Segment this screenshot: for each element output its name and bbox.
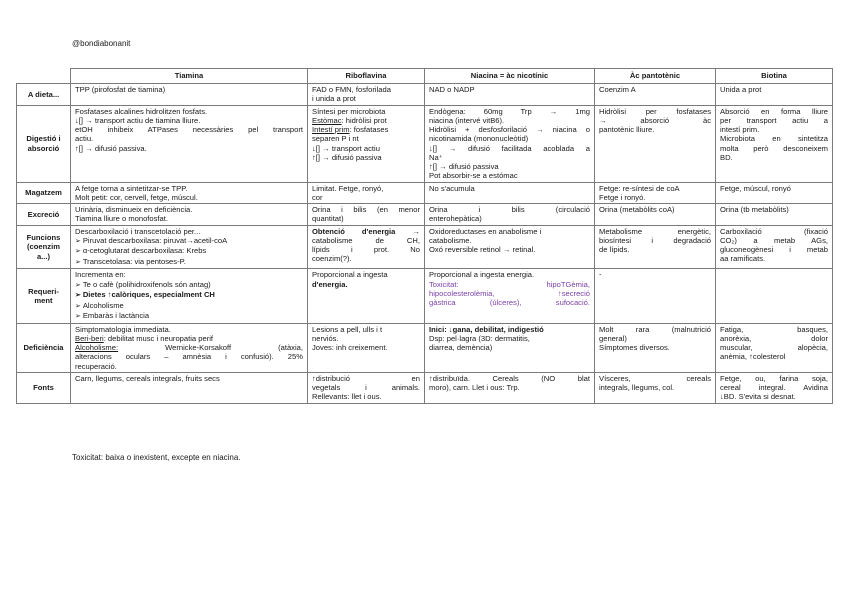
author-handle: @bondiabonanit xyxy=(72,39,131,48)
cell-deficiencia-niacina: Inici: ↓gana, debilitat, indigestió Dsp: pel·lagra (3D: dermatitis, diarrea, demència) xyxy=(425,323,595,372)
row-digestio xyxy=(17,105,833,182)
row-label-fonts: Fonts xyxy=(17,372,71,403)
cell-funcions-niacina: Oxidoreductases en anabolisme i catabolisme. Oxó reversible retinol → retinal. xyxy=(425,225,595,269)
cell-deficiencia-pantotenic: Molt rara (malnutrició general) Símptomes diversos. xyxy=(595,323,716,372)
row-fonts xyxy=(17,372,833,403)
cell-digestio-niacina: Endògena: 60mg Trp → 1mg niacina (intervé vitB6). Hidròlisi + desfosforilació → niacina o nicotinamida (mononucleòtid) ↓[] → difusió facilitada acoblada a Na⁺ ↑[] → difusió passiva Pot absorbir-se a estómac xyxy=(425,105,595,182)
cell-digestio-biotina: Absorció en forma lliure per transport actiu a intestí prim. Microbiota en sintetitza molta però desconeixem BD. xyxy=(716,105,833,182)
cell-fonts-riboflavina: ↑distribució en vegetals i animals. Rellevants: llet i ous. xyxy=(308,372,425,403)
row-label-deficiencia: Deficiència xyxy=(17,323,71,372)
cell-requeriment-tiamina: Incrementa en: ➢ Te o cafè (polihidroxifenols són antag) ➢ Dietes ↑calòriques, especialment CH ➢ Alcoholisme ➢ Embaràs i lactància xyxy=(71,269,308,323)
cell-digestio-pantotenic: Hidròlisi per fosfatases → absorció àc pantotènic lliure. xyxy=(595,105,716,182)
list-item: ➢ Te o cafè (polihidroxifenols són antag) xyxy=(75,280,303,291)
cell-magatzem-niacina: No s'acumula xyxy=(425,182,595,204)
cell-magatzem-tiamina: A fetge torna a sintetitzar-se TPP. Molt petit: cor, cervell, fetge, múscul. xyxy=(71,182,308,204)
list-item: ➢ Embaràs i lactància xyxy=(75,311,303,322)
list-item: ➢ Dietes ↑calòriques, especialment CH xyxy=(75,290,303,301)
cell-deficiencia-tiamina: Simptomatologia immediata. Beri-beri: debilitat musc i neuropatia perif Alcoholisme: Wernicke-Korsakoff (atàxia, alteracions oculars – amnèsia i confusió). 25% recuperació. xyxy=(71,323,308,372)
list-item: ➢ Piruvat descarboxilasa: piruvat→acetil-coA xyxy=(75,236,303,247)
cell-fonts-tiamina: Carn, llegums, cereals integrals, fruits secs xyxy=(71,372,308,403)
cell-deficiencia-biotina: Fatiga, basques, anorèxia, dolor muscular, alopècia, anèmia, ↑colesterol xyxy=(716,323,833,372)
cell-funcions-tiamina: Descarboxilació i transcetolació per... ➢ Piruvat descarboxilasa: piruvat→acetil-coA ➢ α-cetoglutarat descarboxilasa: Krebs ➢ Transcetolasa: via pentoses-P. xyxy=(71,225,308,269)
row-label-funcions: Funcions (coenzim a...) xyxy=(17,225,71,269)
cell-deficiencia-riboflavina: Lesions a pell, ulls i t nerviós. Joves: inh creixement. xyxy=(308,323,425,372)
cell-excrecio-biotina: Orina (tb metabòlits) xyxy=(716,204,833,226)
corner-cell xyxy=(17,69,71,84)
col-header-tiamina: Tiamina xyxy=(71,69,308,84)
cell-funcions-biotina: Carboxilació (fixació CO₂) a metab AGs, gluconeogènesi i metab aa ramificats. xyxy=(716,225,833,269)
cell-dieta-biotina: Unida a prot xyxy=(716,84,833,106)
row-label-requeriment: Requeri- ment xyxy=(17,269,71,323)
row-label-digestio: Digestió i absorció xyxy=(17,105,71,182)
cell-fonts-biotina: Fetge, ou, farina soja, cereal integral. Avidina ↓BD. S'evita si desnat. xyxy=(716,372,833,403)
cell-fonts-niacina: ↑distribuïda. Cereals (NO blat moro), carn. Llet i ous: Trp. xyxy=(425,372,595,403)
cell-fonts-pantotenic: Vísceres, cereals integrals, llegums, col. xyxy=(595,372,716,403)
cell-magatzem-riboflavina: Limitat. Fetge, ronyó, cor xyxy=(308,182,425,204)
row-label-excrecio: Excreció xyxy=(17,204,71,226)
cell-excrecio-niacina: Orina i bilis (circulació enterohepàtica) xyxy=(425,204,595,226)
cell-requeriment-pantotenic: - xyxy=(595,269,716,323)
cell-excrecio-tiamina: Urinària, disminueix en deficiència. Tiamina lliure o monofosfat. xyxy=(71,204,308,226)
cell-funcions-pantotenic: Metabolisme energètic, biosíntesi i degradació de lípids. xyxy=(595,225,716,269)
list-item: ➢ Transcetolasa: via pentoses-P. xyxy=(75,257,303,268)
cell-funcions-riboflavina: Obtenció d'energia → catabolisme de CH, lípids i prot. No coenzim(?). xyxy=(308,225,425,269)
cell-requeriment-riboflavina: Proporcional a ingesta d'energia. xyxy=(308,269,425,323)
cell-dieta-niacina: NAD o NADP xyxy=(425,84,595,106)
cell-dieta-riboflavina: FAD o FMN, fosforilada i unida a prot xyxy=(308,84,425,106)
cell-dieta-tiamina: TPP (pirofosfat de tiamina) xyxy=(71,84,308,106)
cell-digestio-tiamina: Fosfatases alcalines hidrolitzen fosfats. ↓[] → transport actiu de tiamina lliure. etOH inhibeix ATPases necessàries pel transport actiu. ↑[] → difusió passiva. xyxy=(71,105,308,182)
row-requeriment xyxy=(17,269,833,323)
row-label-magatzem: Magatzem xyxy=(17,182,71,204)
vitamins-table xyxy=(16,68,833,404)
row-label-dieta: A dieta... xyxy=(17,84,71,106)
col-header-pantotenic: Àc pantotènic xyxy=(595,69,716,84)
cell-magatzem-pantotenic: Fetge: re-síntesi de coA Fetge i ronyó. xyxy=(595,182,716,204)
cell-requeriment-niacina: Proporcional a ingesta energia. Toxicitat: hipoTGèmia, hipocolesterolèmia, ↑secreció gàstrica (úlceres), sufocació. xyxy=(425,269,595,323)
col-header-biotina: Biotina xyxy=(716,69,833,84)
row-excrecio xyxy=(17,204,833,226)
list-item: ➢ Alcoholisme xyxy=(75,301,303,312)
cell-magatzem-biotina: Fetge, múscul, ronyó xyxy=(716,182,833,204)
header-row xyxy=(17,69,833,84)
row-magatzem xyxy=(17,182,833,204)
cell-requeriment-biotina xyxy=(716,269,833,323)
row-dieta xyxy=(17,84,833,106)
toxicity-footnote: Toxicitat: baixa o inexistent, excepte en niacina. xyxy=(72,453,241,462)
cell-excrecio-pantotenic: Orina (metabòlits coA) xyxy=(595,204,716,226)
row-deficiencia xyxy=(17,323,833,372)
cell-dieta-pantotenic: Coenzim A xyxy=(595,84,716,106)
cell-excrecio-riboflavina: Orina i bilis (en menor quantitat) xyxy=(308,204,425,226)
row-funcions xyxy=(17,225,833,269)
col-header-riboflavina: Riboflavina xyxy=(308,69,425,84)
list-item: ➢ α-cetoglutarat descarboxilasa: Krebs xyxy=(75,246,303,257)
cell-digestio-riboflavina: Síntesi per microbiota Estòmac: hidròlisi prot Intestí prim: fosfatases separen P i nt ↓[] → transport actiu ↑[] → difusió passiva xyxy=(308,105,425,182)
col-header-niacina: Niacina = àc nicotínic xyxy=(425,69,595,84)
